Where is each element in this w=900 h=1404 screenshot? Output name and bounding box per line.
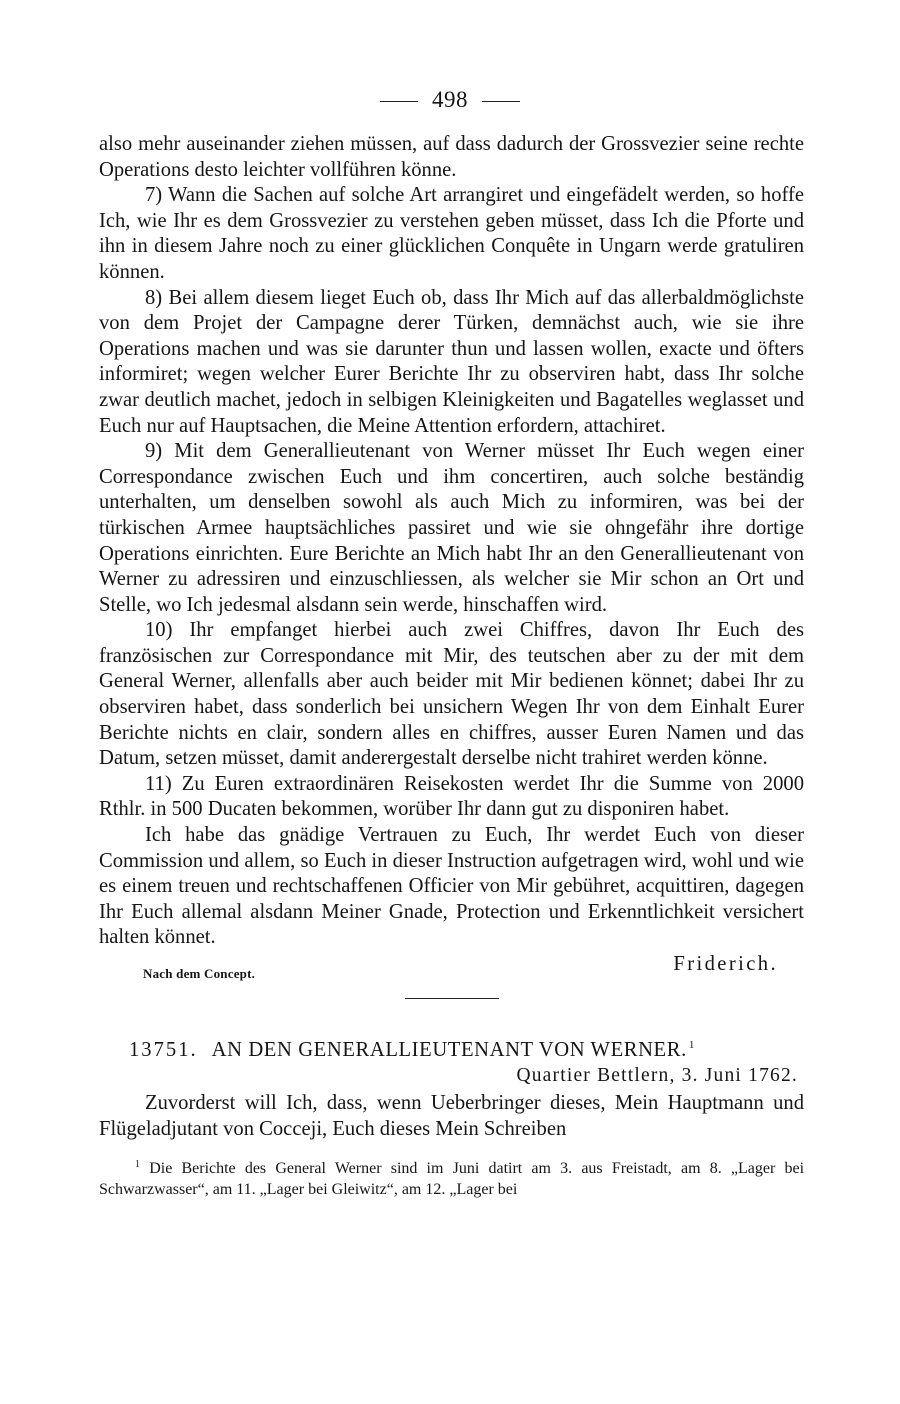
signature-line (99, 952, 804, 981)
footnote (99, 1154, 804, 1200)
main-text (99, 132, 804, 1200)
paragraph-8: 8) Bei allem diesem lieget Euch ob, dass Ihr Mich auf das allerbaldmöglichste von dem Projet der Campagne derer Türken, demnächst auch, wie sie ihre Operations machen und was sie darunter thun und lassen wollen, exacte und öfters informiret; wegen welcher Eurer Berichte Ihr zu observiren habt, dass Ihr solche zwar deutlich machet, jedoch in selbigen Kleinigkeiten und Bagatelles weglasset und Euch nur auf Hauptsachen, die Meine Attention erfordern, attachiret. (99, 286, 804, 437)
footnote-marker: 1 (135, 1159, 140, 1171)
letter-heading (99, 1033, 804, 1063)
paragraph-7: 7) Wann die Sachen auf solche Art arrangiret und eingefädelt werden, so hoffe Ich, wie Ihr es dem Grossvezier zu verstehen geben müsset, dass Ich die Pforte und ihn in diesem Jahre noch zu einer glücklichen Conquête in Ungarn werde gratuliren können. (99, 184, 804, 283)
letter-text: Zuvorderst will Ich, dass, wenn Ueberbringer dieses, Mein Hauptmann und Flügeladjutant von Cocceji, Euch dieses Mein Schreiben (99, 1092, 804, 1140)
section-divider (405, 998, 499, 999)
letter-number: 13751. (129, 1039, 198, 1061)
letter-title: AN DEN GENERALLIEUTENANT VON WERNER. (211, 1039, 687, 1061)
footnote-reference: 1 (688, 1039, 695, 1051)
letter-place-date: Quartier Bettlern, 3. Juni 1762. (516, 1065, 798, 1086)
header-rule-left (380, 101, 418, 102)
page-header (0, 86, 900, 114)
paragraph-10: 10) Ihr empfanget hierbei auch zwei Chiffres, davon Ihr Euch des französischen zur Correspondance mit Mir, des teutschen aber zu der mit dem General Werner, allenfalls aber auch beider mit Mir bedienen könnet; dabei Ihr zu observiren habet, dass sonderlich bei unsichern Wegen Ihr von dem Einhalt Eurer Berichte nichts en clair, sondern alles en chiffres, ausser Euren Namen und das Datum, setzen müsset, damit anderergestalt derselbe nicht trahiret werden könne. (99, 619, 804, 770)
paragraph-11: 11) Zu Euren extraordinären Reisekosten werdet Ihr die Summe von 2000 Rthlr. in 500 Ducaten bekommen, worüber Ihr dann gut zu disponiren habet. (99, 772, 804, 821)
paragraph-continuation: also mehr auseinander ziehen müssen, auf dass dadurch der Grossvezier seine rechte Operations desto leichter vollführen könne. (99, 133, 804, 181)
header-rule-right (482, 101, 520, 102)
page-number: 498 (432, 87, 468, 112)
paragraph-9: 9) Mit dem Generallieutenant von Werner müsset Ihr Euch wegen einer Correspondance zwischen Euch und ihm concertiren, auch solche beständig unterhalten, um denselben sowohl als auch Mich zu informiren, was bei der türkischen Armee hauptsächliches passiret und wie sie ohngefähr ihre dortige Operations einrichten. Eure Berichte an Mich habt Ihr an den Generallieutenant von Werner zu adressiren und einzuschliessen, als welcher sie Mir schon an Ort und Stelle, wo Ich jedesmal alsdann sein werde, hinschaffen wird. (99, 440, 804, 616)
paragraph-closing: Ich habe das gnädige Vertrauen zu Euch, Ihr werdet Euch von dieser Commission und allem, so Euch in dieser Instruction aufgetragen wird, wohl und wie es einem treuen und rechtschaffenen Officier von Mir gebühret, acquittiren, dagegen Ihr Euch allemal alsdann Meiner Gnade, Protection und Erkenntlichkeit versichert halten könnet. (99, 824, 804, 949)
source-note: Nach dem Concept. (143, 966, 256, 981)
signature: Friderich. (673, 953, 778, 975)
footnote-text: Die Berichte des General Werner sind im Juni datirt am 3. aus Freistadt, am 8. „Lager bei Schwarzwasser“, am 11. „Lager bei Gleiwitz“, am 12. „Lager bei (99, 1160, 805, 1199)
